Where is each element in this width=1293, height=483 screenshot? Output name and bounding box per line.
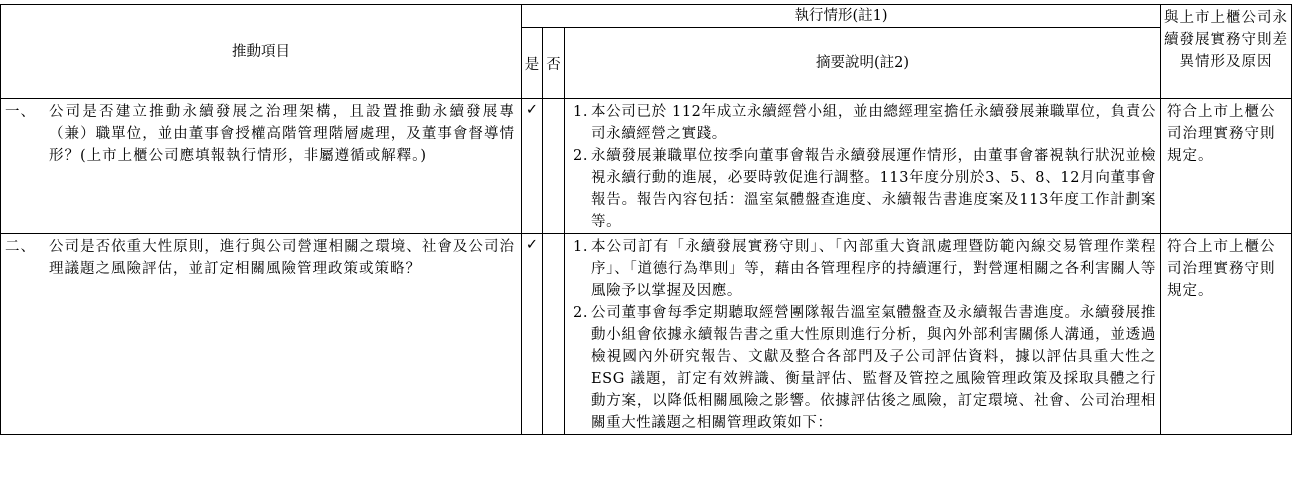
diff-column-header-label: 與上市上櫃公司永續發展實務守則差異情形及原因 (1164, 10, 1289, 70)
item-column-header (1, 5, 522, 99)
description-item-text: 本公司訂有「永續發展實務守則」、「內部重大資訊處理暨防範內線交易管理作業程序」、「道德行為準則」等，藉由各管理程序的持續運行，對營運相關之各利害關人等風險予以掌握及因應。 (591, 239, 1157, 299)
yes-column-header-label: 是 (524, 56, 540, 73)
description-item-text: 公司董事會每季定期聽取經營團隊報告溫室氣體盤查及永續報告書進度。永續發展推動小組會依據永續報告書之重大性原則進行分析，與內外部利害關係人溝通，並透過檢視國內外研究報告、文獻及整合各部門及子公司評估資料，據以評估具重大性之 ESG 議題，訂定有效辨識、衡量評估、監督及管控之風險管理政策及採取具體之行動方案，以降低相關風險之影響。依據評估後之風險，訂定環境、社會、公司治理相關重大性議題之相關管理政策如下： (591, 305, 1157, 431)
description-item-number: 1. (573, 239, 589, 255)
diff-text: 符合上市上櫃公司治理實務守則規定。 (1167, 239, 1276, 299)
description-item-number: 2. (573, 148, 589, 164)
diff-cell (1161, 234, 1292, 435)
diff-column-header (1161, 5, 1292, 99)
no-column-header-label: 否 (546, 56, 561, 73)
item-cell (1, 234, 522, 435)
no-column-header (543, 28, 565, 99)
no-cell (543, 234, 565, 435)
diff-text: 符合上市上櫃公司治理實務守則規定。 (1167, 104, 1276, 164)
description-cell (565, 234, 1161, 435)
description-item (573, 236, 1156, 302)
item-number: 一、 (5, 104, 36, 120)
yes-column-header (522, 28, 543, 99)
item-text: 公司是否依重大性原則，進行與公司營運相關之環境、社會及公司治理議題之風險評估，並訂定相關風險管理政策或策略？ (49, 239, 515, 277)
table-row (1, 99, 1292, 234)
item-number: 二、 (5, 239, 36, 255)
check-mark-icon: ✓ (525, 237, 539, 253)
item-text: 公司是否建立推動永續發展之治理架構，且設置推動永續發展專（兼）職單位，並由董事會授權高階管理階層處理，及董事會督導情形？(上市上櫃公司應填報執行情形，非屬遵循或解釋。) (49, 104, 515, 164)
description-item-text: 本公司已於 112年成立永續經營小組，並由總經理室擔任永續發展兼職單位，負責公司永續經營之實踐。 (591, 104, 1157, 142)
yes-cell (522, 99, 543, 234)
sustainability-table (0, 4, 1292, 435)
item-column-header-label: 推動項目 (232, 43, 290, 60)
diff-cell (1161, 99, 1292, 234)
description-item (573, 145, 1156, 233)
execution-group-header-label: 執行情形(註1) (794, 8, 888, 24)
description-item-text: 永續發展兼職單位按季向董事會報告永續發展運作情形，由董事會審視執行狀況並檢視永續行動的進展，必要時敦促進行調整。113年度分別於3、5、8、12月向董事會報告。報告內容包括：溫室氣體盤查進度、永續報告書進度案及113年度工作計劃案等。 (591, 148, 1157, 230)
summary-column-header-label: 摘要說明(註2) (815, 55, 910, 71)
description-item-number: 2. (573, 305, 589, 321)
item-cell (1, 99, 522, 234)
header-row-1 (1, 5, 1292, 28)
description-item (573, 101, 1156, 145)
description-cell (565, 99, 1161, 234)
execution-group-header (522, 5, 1161, 28)
summary-column-header (565, 28, 1161, 99)
description-item-number: 1. (573, 104, 589, 120)
description-item (573, 302, 1156, 434)
table-row (1, 234, 1292, 435)
no-cell (543, 99, 565, 234)
check-mark-icon: ✓ (525, 102, 539, 118)
yes-cell (522, 234, 543, 435)
